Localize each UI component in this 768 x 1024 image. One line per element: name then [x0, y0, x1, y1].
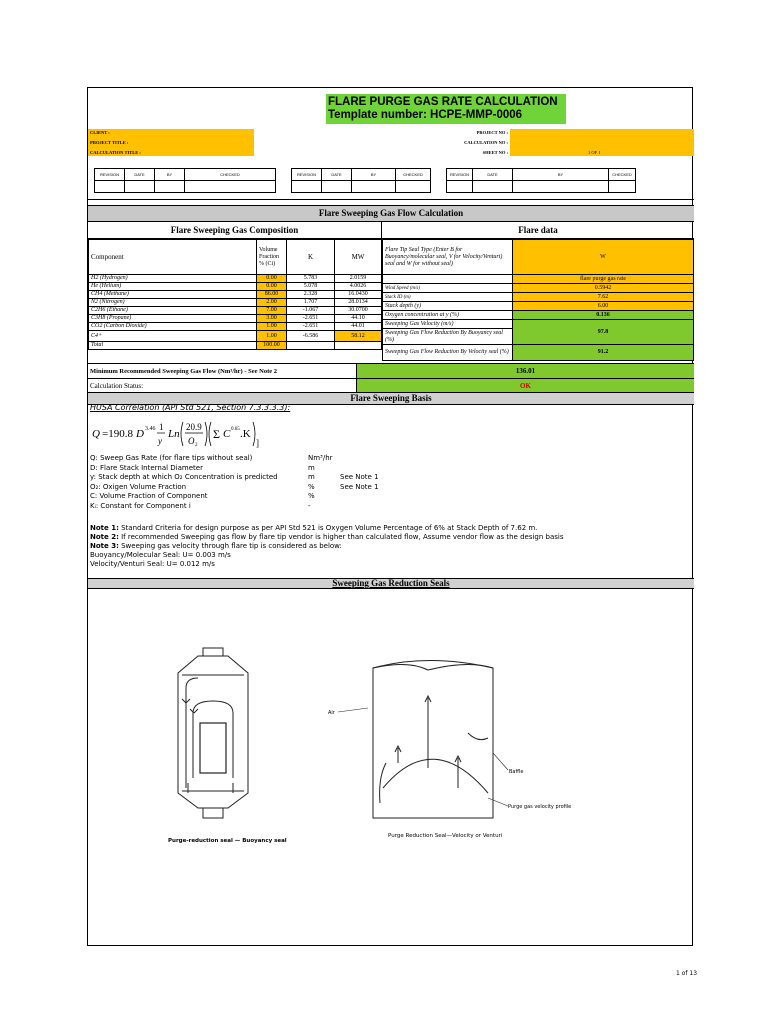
seals-section-title — [88, 578, 694, 589]
k-value: 5.783 — [287, 275, 335, 283]
correlation-label: HUSA Correlation (API Std 521, Section 7.3.3.3.3): — [90, 403, 291, 412]
table-row — [89, 275, 382, 283]
k-value: 2.328 — [287, 291, 335, 299]
mw-value: 44.01 — [335, 323, 382, 331]
component-name: N2 (Nitrogen) — [89, 299, 257, 307]
title-line-2: Template number: HCPE-MMP-0006 — [328, 109, 523, 121]
svg-text:2: 2 — [195, 443, 198, 448]
status-label: Calculation Status: — [88, 378, 382, 393]
svg-text:Ln: Ln — [168, 428, 180, 440]
date-col: DATE — [473, 169, 513, 181]
variable-desc: C: Volume Fraction of Component — [90, 492, 208, 500]
total-value: 100.00 — [257, 342, 287, 350]
note-3a: Buoyancy/Molecular Seal: U= 0.003 m/s — [90, 551, 231, 559]
note-3-text: Sweeping gas velocity through flare tip is considered as below: — [118, 542, 342, 550]
calculation-no-label: CALCULATION NO : — [464, 140, 508, 145]
table-row — [89, 299, 382, 307]
project-title-label: PROJECT TITLE : — [90, 140, 129, 145]
variable-desc: Kᵢ: Constant for Component i — [90, 501, 191, 510]
mw-value: 58.12 — [335, 331, 382, 342]
table-row — [89, 315, 382, 323]
sheet-value: 1 OF 1 — [588, 150, 601, 155]
rev-cell[interactable] — [95, 181, 125, 193]
component-name: CO2 (Carbon Dioxide) — [89, 323, 257, 331]
rev-col: REVISION — [447, 169, 473, 181]
note-1-text: Standard Criteria for design purpose as per API Std 521 is Oxygen Volume Percentage of 6% at Stack Depth of 7.62 m. — [118, 524, 538, 532]
buoyancy-seal-diagram — [158, 643, 298, 833]
by-cell[interactable] — [155, 181, 185, 193]
svg-text:]: ] — [256, 438, 259, 448]
variable-unit: m — [308, 473, 315, 481]
svg-text:20.9: 20.9 — [186, 422, 202, 432]
component-header: Component — [89, 240, 257, 275]
notes-block — [90, 524, 690, 569]
volume-value[interactable]: 3.00 — [257, 315, 287, 323]
variable-note: See Note 1 — [340, 482, 379, 491]
variable-note: See Note 1 — [340, 473, 379, 481]
baffle-label: Baffle — [509, 769, 524, 775]
mw-value: 28.0134 — [335, 299, 382, 307]
wind-speed-label: Wind Speed (m/s) — [383, 284, 513, 293]
component-name: CH4 (Methane) — [89, 291, 257, 299]
list-item — [90, 483, 420, 493]
right-caption: Purge Reduction Seal—Velocity or Venturi — [388, 833, 503, 839]
by-cell[interactable] — [513, 181, 609, 193]
note-1-label: Note 1: — [90, 524, 119, 532]
empty-cell — [335, 342, 382, 350]
volume-header: Volume Fraction % (Ci) — [257, 240, 287, 275]
variable-unit: % — [308, 482, 315, 491]
header-divider — [88, 199, 694, 200]
component-name: C4+ — [89, 331, 257, 342]
checked-col: CHECKED — [185, 169, 276, 181]
component-name: C2H6 (Ethane) — [89, 307, 257, 315]
variable-desc: Q: Sweep Gas Rate (for flare tips without seal) — [90, 454, 253, 462]
date-cell[interactable] — [322, 181, 352, 193]
mw-value: 16.0430 — [335, 291, 382, 299]
rev-col: REVISION — [292, 169, 322, 181]
list-item — [90, 492, 420, 502]
list-item — [90, 473, 420, 483]
air-label: Air — [328, 710, 335, 716]
table-row — [89, 291, 382, 299]
note-2-text: If recommended Sweeping gas flow by flare tip vendor is higher than calculated flow, Assume vendor flow as the design basis — [118, 533, 564, 541]
sheet-title — [326, 94, 566, 124]
volume-value[interactable]: 0.00 — [257, 283, 287, 291]
basis-section-title: Flare Sweeping Basis — [88, 392, 694, 405]
list-item — [90, 502, 420, 512]
variable-unit: - — [308, 501, 311, 510]
note-2 — [90, 533, 690, 542]
svg-text:y: y — [158, 436, 162, 446]
mw-value: 2.0159 — [335, 275, 382, 283]
component-name: C3H8 (Propane) — [89, 315, 257, 323]
stack-id-value[interactable]: 7.62 — [513, 293, 694, 302]
volume-value[interactable]: 7.00 — [257, 307, 287, 315]
velocity-reduction-value: 91.2 — [513, 345, 694, 361]
variable-desc: y: Stack depth at which O₂ Concentration is predicted — [90, 473, 278, 481]
list-item — [90, 464, 420, 474]
checked-cell[interactable] — [396, 181, 431, 193]
variable-unit: m — [308, 463, 315, 472]
date-col: DATE — [125, 169, 155, 181]
status-value: OK — [356, 378, 694, 393]
list-item — [90, 454, 420, 464]
flare-data-table — [382, 239, 694, 361]
note-2-label: Note 2: — [90, 533, 119, 541]
k-value: -1.067 — [287, 307, 335, 315]
sweep-velocity-value: 97.8 — [513, 320, 694, 345]
mw-value: 44.10 — [335, 315, 382, 323]
k-header: K — [287, 240, 335, 275]
k-value: 5.078 — [287, 283, 335, 291]
table-row — [89, 307, 382, 315]
left-caption: Purge-reduction seal — Buoyancy seal — [168, 838, 287, 844]
by-col: BY — [352, 169, 396, 181]
calculation-sheet — [87, 87, 693, 946]
volume-value[interactable]: 86.00 — [257, 291, 287, 299]
wind-speed-value[interactable]: 0.5942 — [513, 284, 694, 293]
seals-title-text: Sweeping Gas Reduction Seals — [332, 578, 450, 588]
variable-unit: Nm³/hr — [308, 454, 333, 462]
note-3b: Velocity/Venturi Seal: U= 0.012 m/s — [90, 560, 215, 568]
flow-calc-section-title: Flare Sweeping Gas Flow Calculation — [88, 205, 694, 222]
table-row — [89, 323, 382, 331]
svg-text:0.65: 0.65 — [231, 427, 240, 432]
volume-value[interactable]: 2.00 — [257, 299, 287, 307]
date-col: DATE — [322, 169, 352, 181]
velocity-seal-diagram — [328, 658, 572, 838]
k-value: -2.651 — [287, 315, 335, 323]
variable-unit: % — [308, 492, 315, 500]
by-col: BY — [155, 169, 185, 181]
checked-col: CHECKED — [609, 169, 636, 181]
mw-header: MW — [335, 240, 382, 275]
buoyancy-reduction-label: Sweeping Gas Flow Reduction By Buoyancy seal (%) — [383, 329, 513, 345]
date-cell[interactable] — [473, 181, 513, 193]
mw-value: 30.0700 — [335, 307, 382, 315]
volume-value[interactable]: 0.00 — [257, 275, 287, 283]
flare-data-title: Flare data — [382, 221, 694, 239]
stack-id-label: Stack ID (m) — [383, 293, 513, 302]
svg-text:3.46: 3.46 — [145, 426, 156, 432]
rev-cell[interactable] — [292, 181, 322, 193]
k-value: -2.651 — [287, 323, 335, 331]
by-cell[interactable] — [352, 181, 396, 193]
husa-formula — [90, 416, 260, 452]
rev-col: REVISION — [95, 169, 125, 181]
min-flow-value: 136.01 — [356, 363, 694, 378]
k-value: 1.707 — [287, 299, 335, 307]
volume-value[interactable]: 1.00 — [257, 323, 287, 331]
svg-text:O: O — [188, 436, 195, 446]
purge-rate-value[interactable]: flare purge gas rate — [513, 275, 694, 284]
svg-text:C: C — [223, 428, 231, 440]
variable-desc: O₂: Oxigen Volume Fraction — [90, 482, 187, 491]
by-col: BY — [513, 169, 609, 181]
composition-table — [88, 239, 382, 350]
svg-text:1: 1 — [159, 422, 164, 432]
profile-label: Purge gas velocity profile — [508, 804, 572, 810]
revision-table-2 — [291, 168, 431, 193]
checked-cell[interactable] — [185, 181, 276, 193]
calculation-title-label: CALCULATION TITLE : — [90, 150, 141, 155]
svg-text:Σ: Σ — [213, 427, 220, 441]
total-label: Total — [89, 342, 257, 350]
variable-desc: D: Flare Stack Internal Diameter — [90, 463, 203, 472]
project-no-label: PROJECT NO : — [476, 130, 508, 135]
fd-label — [383, 275, 513, 284]
header-right-fields — [510, 129, 694, 156]
seal-type-value[interactable]: W — [513, 240, 694, 275]
revision-table-3 — [446, 168, 636, 193]
note-3-label: Note 3: — [90, 542, 119, 550]
table-row — [89, 283, 382, 291]
stack-depth-value[interactable]: 6.00 — [513, 302, 694, 311]
composition-title: Flare Sweeping Gas Composition — [88, 221, 382, 239]
variables-list — [90, 454, 420, 511]
component-name: H2 (Hydrogen) — [89, 275, 257, 283]
revision-table-1 — [94, 168, 276, 193]
table-row — [89, 331, 382, 342]
note-3 — [90, 542, 690, 551]
k-value: -6.586 — [287, 331, 335, 342]
page-number: 1 of 13 — [676, 970, 698, 977]
svg-text:=190.8: =190.8 — [102, 428, 133, 440]
seal-type-label: Flare Tip Seal Type (Enter B for Buoyancy/molecular seal, V for Velocity/Venturi) seal and W for without seal) — [383, 240, 513, 275]
component-name: He (Helium) — [89, 283, 257, 291]
date-cell[interactable] — [125, 181, 155, 193]
client-label: CLIENT : — [90, 130, 110, 135]
min-flow-label: Minimum Recommended Sweeping Gas Flow (Nm³/hr) - See Note 2 — [88, 363, 356, 378]
checked-cell[interactable] — [609, 181, 636, 193]
empty-cell — [287, 342, 335, 350]
note-1 — [90, 524, 690, 533]
checked-col: CHECKED — [396, 169, 431, 181]
rev-cell[interactable] — [447, 181, 473, 193]
svg-text:Q: Q — [92, 428, 100, 440]
volume-value[interactable]: 1.00 — [257, 331, 287, 342]
mw-value: 4.0026 — [335, 283, 382, 291]
oxygen-conc-value: 0.136 — [513, 311, 694, 320]
title-line-1: FLARE PURGE GAS RATE CALCULATION — [328, 96, 558, 108]
svg-text:D: D — [136, 428, 144, 440]
sweep-velocity-label: Sweeping Gas Velocity (m/s) — [383, 320, 513, 329]
svg-text:.K: .K — [240, 428, 251, 440]
stack-depth-label: Stack depth (y) — [383, 302, 513, 311]
oxygen-conc-label: Oxygen concentration at y (%) — [383, 311, 513, 320]
sheet-no-label: SHEET NO : — [482, 150, 508, 155]
velocity-reduction-label: Sweeping Gas Flow Reduction By Velocity seal (%) — [383, 345, 513, 361]
